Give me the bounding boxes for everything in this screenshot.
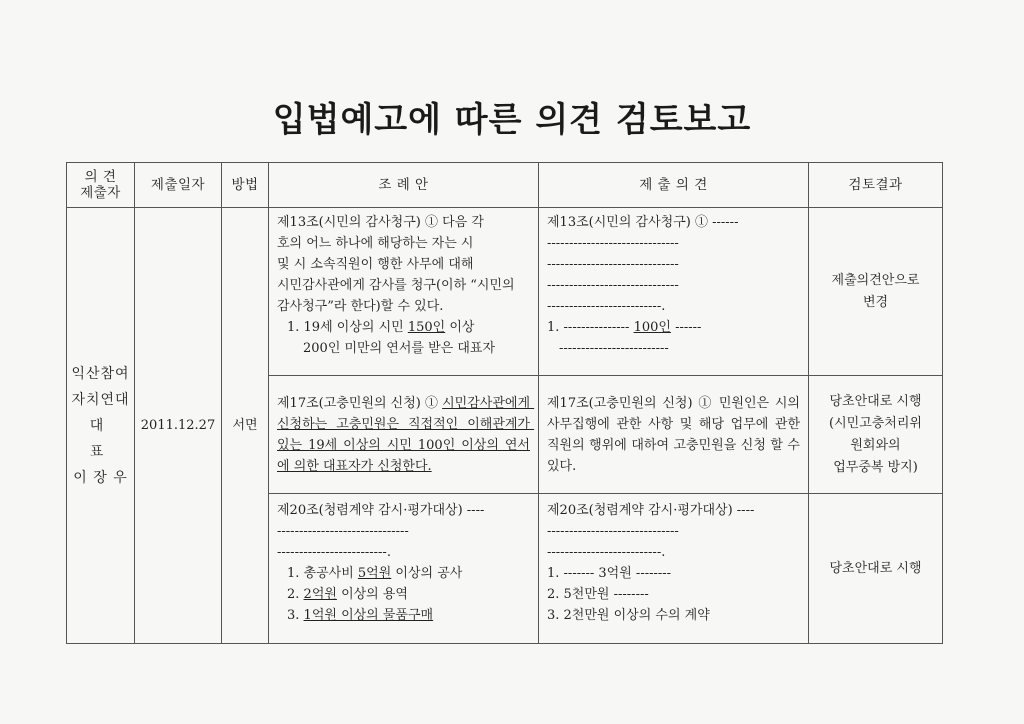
draft-paragraph <box>277 393 535 477</box>
draft-cell-article13 <box>269 208 539 376</box>
draft-line: ------------------------------ <box>277 524 409 539</box>
submission-method: 서면 <box>222 208 269 644</box>
header-date: 제출일자 <box>135 163 222 208</box>
opinion-cell-article17 <box>539 376 809 494</box>
opinion-item: 3. 2천만원 이상의 수의 계약 <box>547 608 710 623</box>
opinion-item-line2: ------------------------- <box>559 341 669 356</box>
submission-date: 2011.12.27 <box>135 208 222 644</box>
submitter-line2: 자치연대 <box>71 391 130 408</box>
result-line: 당초안대로 시행 <box>829 393 922 409</box>
opinion-paragraph: 제17조(고충민원의 신청) ① 민원인은 시의 사무집행에 관한 사항 및 해당 업무에 관한 직원의 행위에 대하여 고충민원을 신청 할 수 있다. <box>547 395 805 474</box>
result-line: 변경 <box>862 294 889 310</box>
draft-item-suffix: 이상 <box>445 320 475 335</box>
draft-line: 감사청구”라 한다)할 수 있다. <box>277 299 444 314</box>
draft-item-underlined: 150인 <box>407 320 446 335</box>
draft-line: 호의 어느 하나에 해당하는 자는 시 <box>277 236 474 251</box>
draft-line: 제20조(청렴계약 감시·평가대상) ---- <box>277 503 485 518</box>
header-submitter <box>67 163 135 208</box>
draft-item-prefix: 1. 총공사비 <box>287 566 358 581</box>
opinion-line: ------------------------------ <box>547 524 679 539</box>
table-header-row <box>67 163 943 208</box>
opinion-item: 1. ------- 3억원 -------- <box>547 566 672 581</box>
result-line: (시민고충처리위 <box>829 415 922 431</box>
draft-line: 시민감사관에게 감사를 청구(이하 “시민의 <box>277 278 515 293</box>
header-submitter-line2: 제출자 <box>80 185 121 201</box>
header-draft: 조 례 안 <box>269 163 539 208</box>
draft-cell-article17 <box>269 376 539 494</box>
opinion-cell-article20 <box>539 494 809 644</box>
opinion-line: ------------------------------ <box>547 257 679 272</box>
submitter-line4: 이 장 우 <box>73 469 128 486</box>
header-method: 방법 <box>222 163 269 208</box>
opinion-item-underlined: 100인 <box>633 320 671 335</box>
draft-item-suffix: 이상의 용역 <box>336 587 408 602</box>
opinion-line: 제13조(시민의 감사청구) ① ------ <box>547 215 739 230</box>
header-submitter-line1: 의 견 <box>84 169 117 185</box>
opinion-item <box>547 317 800 338</box>
opinion-item-prefix: 1. --------------- <box>547 320 634 335</box>
submitter-line1: 익산참여 <box>71 365 130 382</box>
draft-item-underlined: 1억원 이상의 물품구매 <box>303 608 434 623</box>
draft-line: -------------------------. <box>277 545 391 560</box>
header-opinion: 제 출 의 견 <box>539 163 809 208</box>
draft-item-underlined: 2억원 <box>303 587 337 602</box>
draft-underlined-text: 시민감사관에게 신청하는 고충민원은 직접적인 이해관계가 있는 19세 이상의 시민 100인 이상의 연서에 의한 대표자가 신청한다. <box>277 395 535 474</box>
opinion-cell-article13 <box>539 208 809 376</box>
result-line: 제출의견안으로 <box>831 272 920 288</box>
opinion-line: ------------------------------ <box>547 278 679 293</box>
result-line: 당초안대로 시행 <box>829 560 922 576</box>
opinion-item: 2. 5천만원 -------- <box>547 587 649 602</box>
draft-item <box>277 563 530 584</box>
submitter-cell <box>67 208 135 644</box>
opinion-line: --------------------------. <box>547 545 666 560</box>
draft-item-line2: 200인 미만의 연서를 받은 대표자 <box>303 341 496 356</box>
draft-item <box>277 605 530 626</box>
result-cell-article13 <box>809 208 943 376</box>
opinion-line: ------------------------------ <box>547 236 679 251</box>
result-line: 업무중복 방지) <box>833 459 918 475</box>
draft-item <box>277 317 530 338</box>
header-result: 검토결과 <box>809 163 943 208</box>
draft-line: 및 시 소속직원이 행한 사무에 대해 <box>277 257 474 272</box>
draft-item-prefix: 3. <box>287 608 304 623</box>
draft-item <box>277 584 530 605</box>
opinion-line: 제20조(청렴계약 감시·평가대상) ---- <box>547 503 755 518</box>
draft-item-prefix: 2. <box>287 587 304 602</box>
draft-cell-article20 <box>269 494 539 644</box>
draft-item-prefix: 1. 19세 이상의 시민 <box>287 320 408 335</box>
draft-plain-text: 제17조(고충민원의 신청) ① <box>277 395 443 411</box>
opinion-item-suffix: ------ <box>670 320 702 335</box>
result-line: 원회와의 <box>850 437 901 453</box>
opinion-review-table <box>66 162 943 644</box>
table-row <box>67 208 943 376</box>
page-title: 입법예고에 따른 의견 검토보고 <box>272 100 752 140</box>
opinion-line: --------------------------. <box>547 299 666 314</box>
result-cell-article20 <box>809 494 943 644</box>
draft-line: 제13조(시민의 감사청구) ① 다음 각 <box>277 215 484 230</box>
result-cell-article17 <box>809 376 943 494</box>
submitter-line3: 대 표 <box>89 417 122 460</box>
draft-item-underlined: 5억원 <box>357 566 392 581</box>
draft-item-suffix: 이상의 공사 <box>391 566 463 581</box>
